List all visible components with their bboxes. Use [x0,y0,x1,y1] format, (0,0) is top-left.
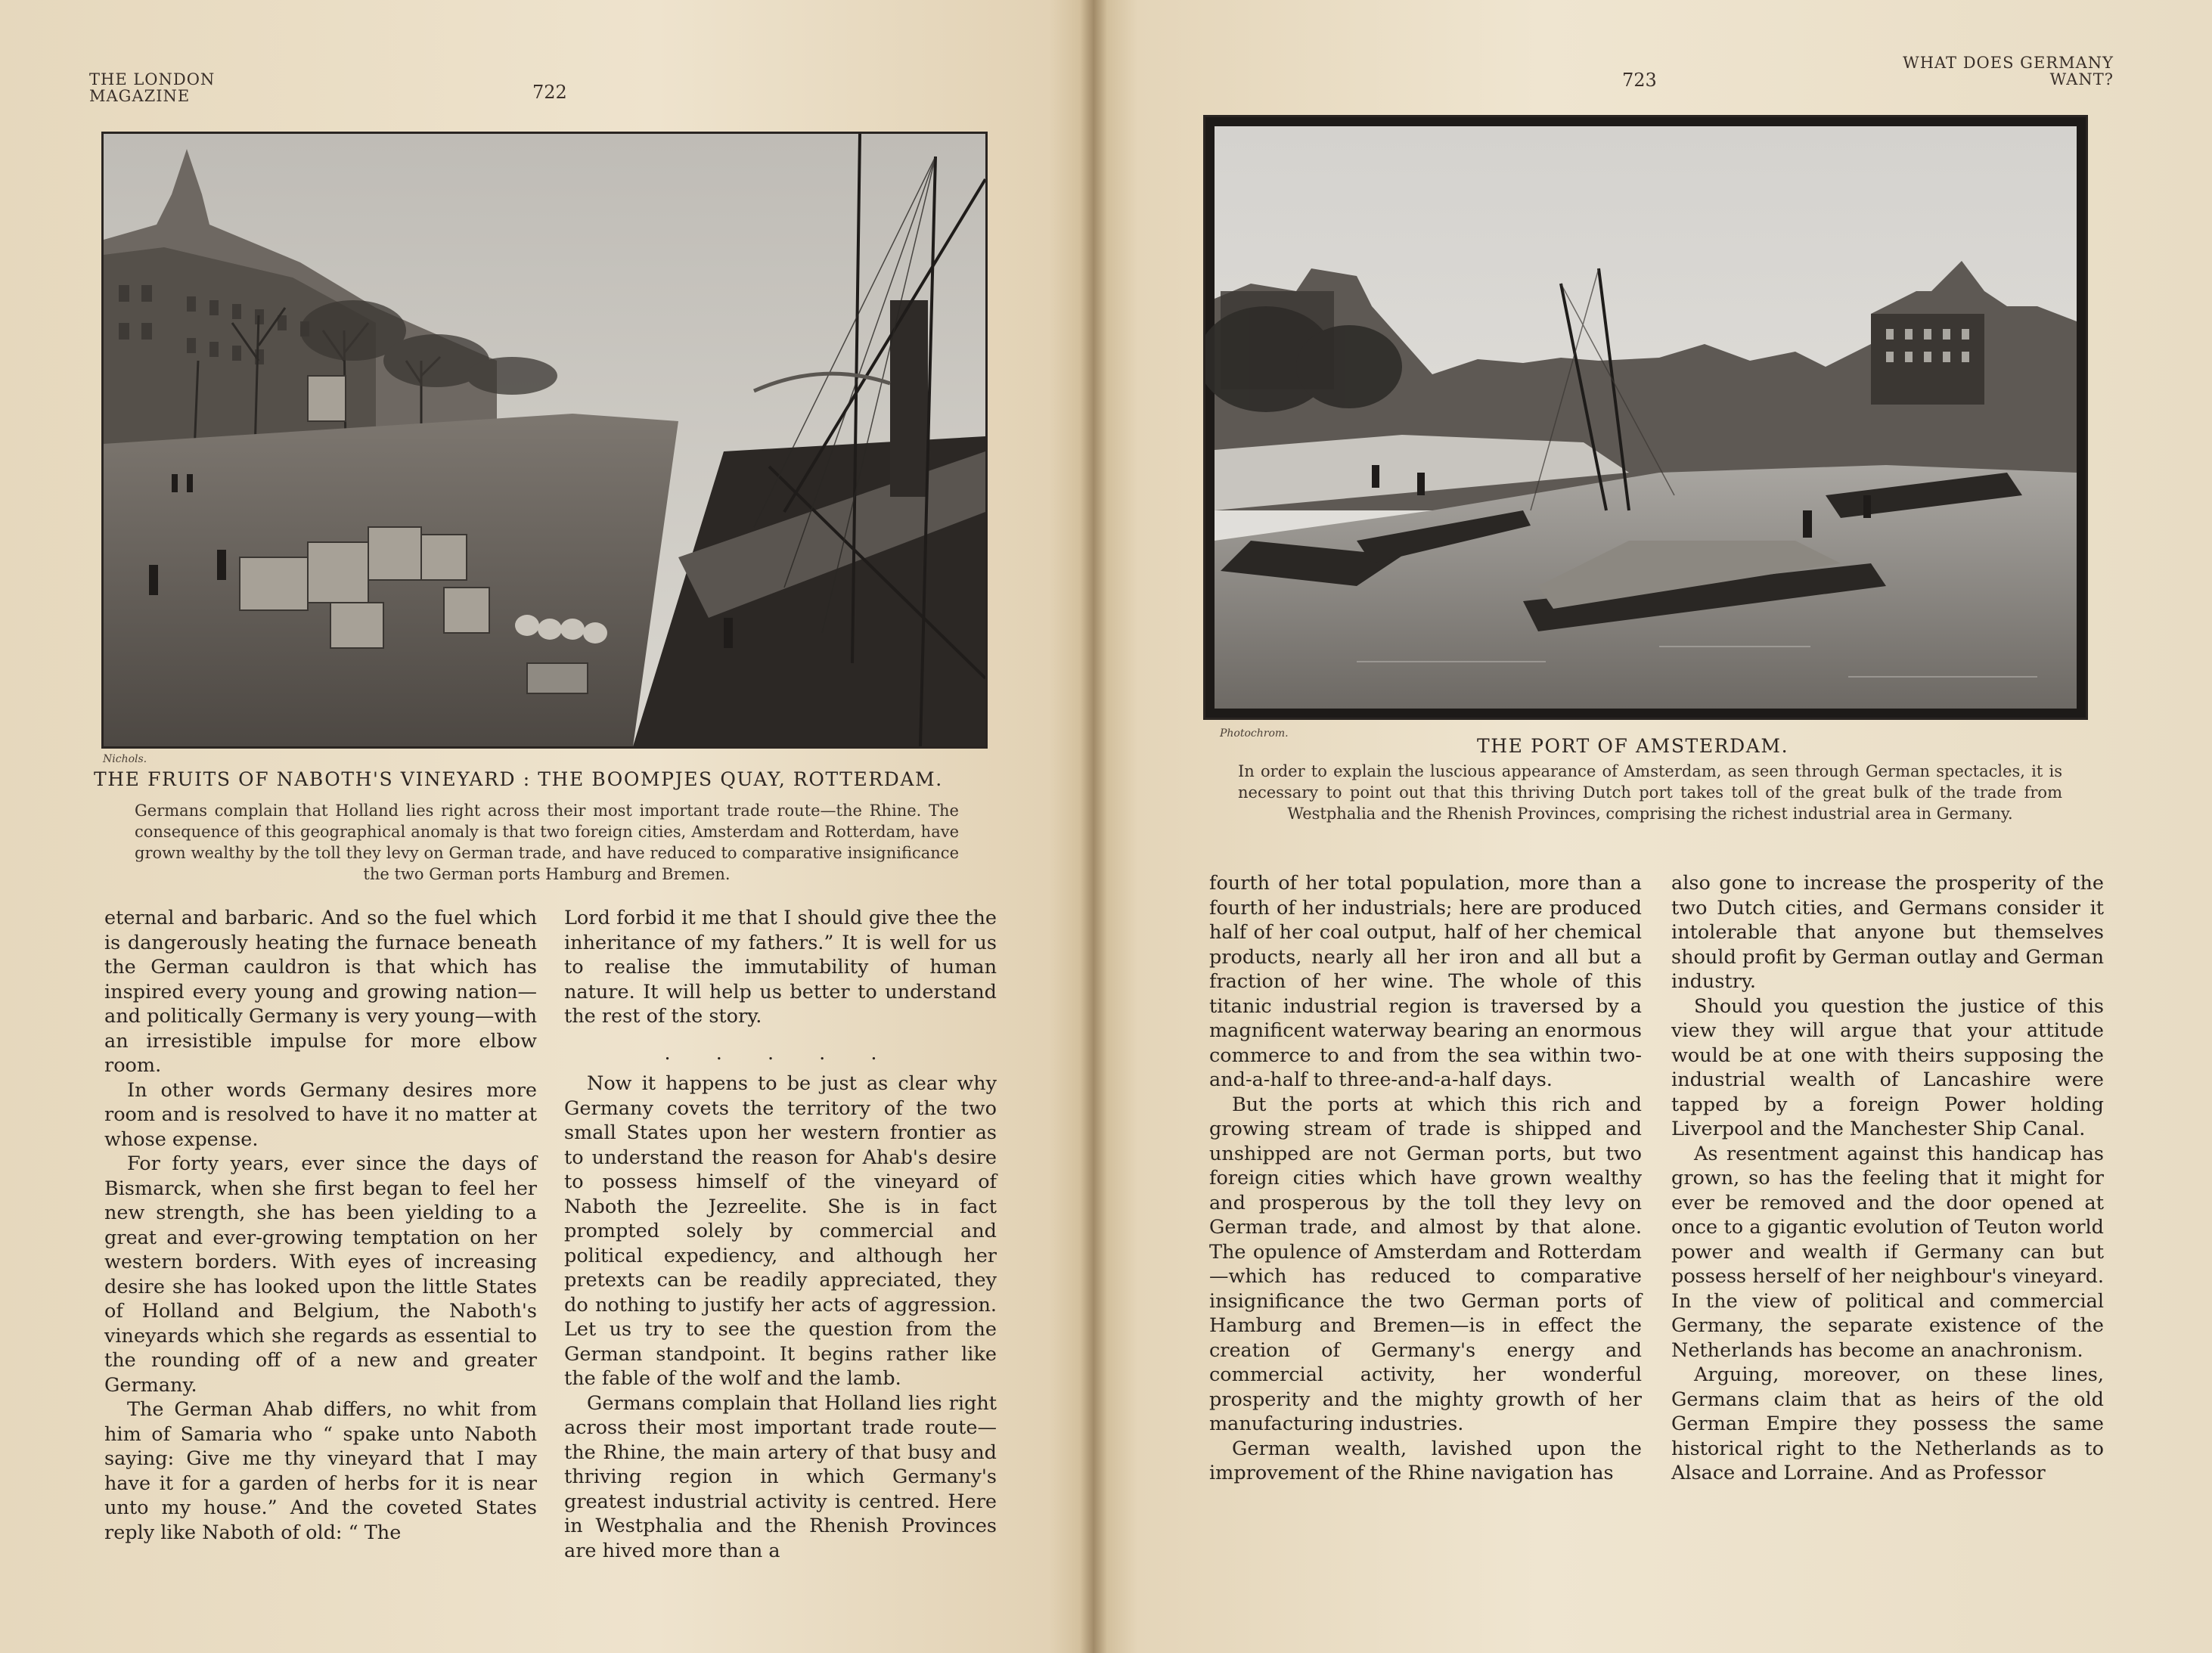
running-head-left: THE LONDON MAGAZINE [89,70,216,105]
paragraph: Should you question the justice of this view they will argue that your attitude would be at one with theirs supposing the industrial wealth of Lancashire were tapped by a foreign Power holding Liverpool and the Manchester Ship Canal. [1671,994,2104,1140]
photo-credit-left: Nichols. [103,753,147,765]
page-number-right: 723 [1622,70,1657,91]
right-page-column-1 [1209,871,1642,1486]
caption-body-left: Germans complain that Holland lies right across their most important trade route—the Rhine. The consequence of this geographical anomaly is that two foreign cities, Amsterdam and Rotterdam, have grown wealthy by the toll they levy on German trade, and have reduced to comparative insignificance the two German ports Hamburg and Bremen. [135,802,959,883]
photo-credit-right: Photochrom. [1220,727,1289,740]
caption-title-left: THE FRUITS OF NABOTH'S VINEYARD : THE BOOMPJES QUAY, ROTTERDAM. [94,768,943,790]
page-number-left: 722 [532,82,567,103]
running-head-right: WHAT DOES GERMANY WANT? [1903,54,2114,88]
left-page-column-1 [104,906,537,1545]
paragraph: Now it happens to be just as clear why Germany covets the territory of the two small States upon her western frontier as to understand the reason for Ahab's desire to possess himself of the vineyard of Naboth the Jezreelite. She is in fact prompted solely by commercial and political expediency, and although her pretexts can be readily appreciated, they do nothing to justify her acts of aggression. Let us try to see the question from the German standpoint. It begins rather like the fable of the wolf and the lamb. [564,1072,997,1390]
paragraph: For forty years, ever since the days of Bismarck, when she first began to feel her new strength, she has been yielding to a great and ever-growing temptation on her western borders. With eyes of increasing desire she has looked upon the little States of Holland and Belgium, the Naboth's vineyards which she regards as essential to the rounding off of a new and greater Germany. [104,1152,537,1397]
left-page-column-2 [564,906,997,1563]
paragraph: As resentment against this handicap has grown, so has the feeling that it might for ever be removed and the door opened at once to a gigantic evolution of Teuton world power and wealth if Germany can but possess herself of her neighbour's vineyard. In the view of political and commercial Germany, the separate existence of the Netherlands has become an anachronism. [1671,1142,2104,1362]
paragraph: fourth of her total population, more than a fourth of her industrials; here are produced half of her coal output, half of her chemical products, nearly all her iron and all but a fraction of her wine. The whole of this titanic industrial region is traversed by a magnificent waterway bearing an enormous commerce to and from the sea within two-and-a-half to three-and-a-half days. [1209,872,1642,1091]
left-page [0,0,1093,1653]
caption-title-right: THE PORT OF AMSTERDAM. [1477,735,1789,757]
section-break-dots: . . . . . [664,1041,897,1065]
book-gutter [1080,0,1107,1653]
paragraph: eternal and barbaric. And so the fuel which is dangerously heating the furnace beneath the German cauldron is that which has inspired every young and growing nation—and politically Germany is very young—with an irresistible impulse for more elbow room. [104,907,537,1077]
paragraph: also gone to increase the prosperity of the two Dutch cities, and Germans consider it intolerable that anyone but themselves should profit by German outlay and German industry. [1671,872,2104,993]
photo-rotterdam-quay [101,132,988,749]
paragraph: But the ports at which this rich and growing stream of trade is shipped and unshipped are not German ports, but two foreign cities which have grown wealthy and prosperous by the toll they levy on German trade, and almost by that alone. The opulence of Amsterdam and Rotterdam—which has reduced to comparative insignificance the two German ports of Hamburg and Bremen—is in effect the creation of Germany's energy and commercial activity, her wonderful prosperity and the mighty growth of her manufacturing industries. [1209,1093,1642,1435]
paragraph: In other words Germany desires more room and is resolved to have it no matter at whose expense. [104,1078,537,1151]
paragraph: Germans complain that Holland lies right across their most important trade route—the Rhine, the main artery of that busy and thriving region in which Germany's greatest industrial activity is centred. Here in Westphalia and the Rhenish Provinces are hived more than a [564,1391,997,1562]
photo-amsterdam-illustration [1205,117,2086,718]
photo-rotterdam-illustration [104,134,985,746]
paragraph: Arguing, moreover, on these lines, Germans claim that as heirs of the old German Empire they possess the same historical right to the Netherlands as to Alsace and Lorraine. And as Professor [1671,1363,2104,1484]
photo-port-amsterdam [1203,115,2088,720]
paragraph: Lord forbid it me that I should give thee the inheritance of my fathers.” It is well for us to realise the immutability of human nature. It will help us better to understand the rest of the story. [564,907,997,1028]
paragraph: The German Ahab differs, no whit from him of Samaria who “ spake unto Naboth saying: Give me thy vineyard that I may have it for a garden of herbs for it is near unto my house.” And the coveted States reply like Naboth of old: “ The [104,1398,537,1544]
right-page [1093,0,2212,1653]
paragraph: German wealth, lavished upon the improvement of the Rhine navigation has [1209,1437,1642,1484]
caption-body-right: In order to explain the luscious appearance of Amsterdam, as seen through German spectacles, it is necessary to point out that this thriving Dutch port takes toll of the great bulk of the trade from Westphalia and the Rhenish Provinces, comprising the richest industrial area in Germany. [1238,762,2062,823]
right-page-column-2 [1671,871,2104,1486]
